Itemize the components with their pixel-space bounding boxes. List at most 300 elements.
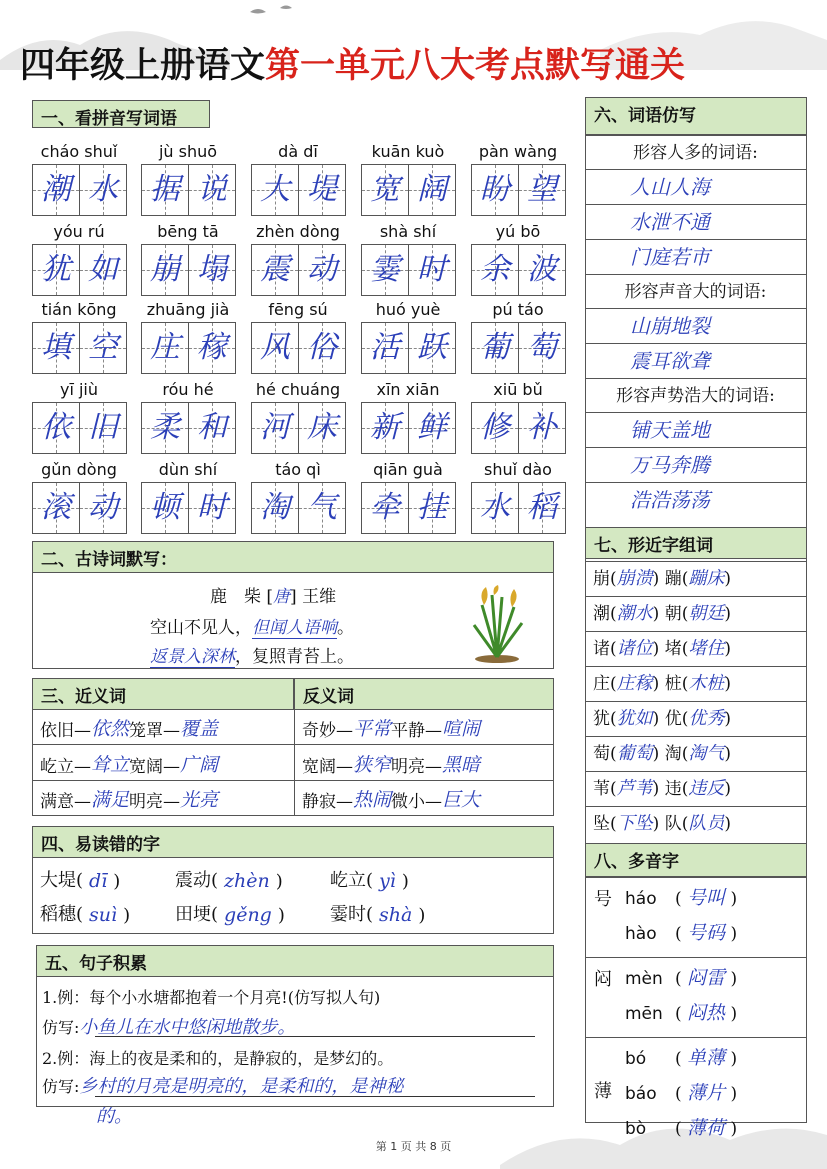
given-word: 依旧— — [40, 721, 91, 741]
word-box — [361, 322, 456, 374]
char-cell — [519, 483, 565, 533]
reading-pinyin: mēn — [625, 1004, 663, 1024]
char-cell — [519, 165, 565, 215]
polyphone-char: 号 — [594, 889, 612, 910]
base-char: 诸 — [593, 639, 610, 659]
misread-item — [330, 866, 409, 892]
given-word: 明亮— — [129, 792, 181, 812]
base-char: 潮 — [593, 604, 610, 624]
example-1-text: 每个小水塘都抱着一个月亮!(仿写拟人句) — [89, 988, 381, 1007]
reading-pinyin: bó — [625, 1049, 647, 1069]
pinyin-label: bēng tā — [157, 222, 219, 241]
char-cell — [142, 245, 189, 295]
char-cell — [472, 323, 519, 373]
answer-word: 崩溃 — [616, 568, 653, 589]
answer-char: 滚 — [41, 490, 71, 525]
poem-title: 鹿 柴 — [210, 587, 261, 607]
misread-item — [330, 900, 425, 926]
answer-word: 朝廷 — [688, 603, 725, 624]
pinyin-label: dùn shí — [158, 460, 218, 479]
misread-item — [175, 900, 285, 926]
base-char: 桩 — [664, 674, 682, 694]
poem-line-1-end: 。 — [337, 618, 354, 638]
given-word: 微小— — [391, 792, 443, 812]
char-cell — [252, 403, 299, 453]
answer-word: 葡萄 — [616, 743, 653, 764]
given-word: 静寂— — [302, 792, 353, 812]
answer-char: 塌 — [197, 252, 227, 287]
word-box — [251, 322, 346, 374]
polyphone-reading: bó ( 单薄 ) — [625, 1047, 738, 1069]
word-box — [141, 244, 236, 296]
poem-author: 王维 — [302, 587, 337, 607]
base-char: 队 — [664, 814, 682, 834]
base-char: 蹦 — [664, 569, 682, 589]
word-box — [361, 164, 456, 216]
pinyin-answer: zhèn — [224, 870, 270, 892]
misread-item — [40, 866, 120, 892]
imitation-2-label: 仿写: — [42, 1077, 80, 1096]
example-2-label: 2.例： — [42, 1049, 90, 1068]
answer-char: 俗 — [307, 330, 337, 365]
char-cell — [519, 245, 565, 295]
imitation-word: 人山人海 — [585, 169, 806, 204]
word-box — [471, 164, 566, 216]
base-char: 苇 — [593, 779, 610, 799]
char-cell — [33, 323, 80, 373]
word-category-label: 形容人多的词语: — [585, 135, 806, 169]
char-cell — [80, 323, 126, 373]
answer-char: 空 — [88, 330, 118, 365]
char-cell — [409, 245, 455, 295]
close-paren: ) — [113, 871, 121, 892]
answer-char: 说 — [197, 172, 227, 207]
word-box — [251, 244, 346, 296]
reading-pinyin: báo — [625, 1084, 657, 1104]
answer-char: 稼 — [197, 330, 227, 365]
answer-char: 挂 — [417, 490, 447, 525]
answer-word: 喧闹 — [442, 718, 481, 740]
pinyin-label: zhuāng jià — [146, 300, 230, 319]
pinyin-label: pú táo — [492, 300, 544, 319]
section3-heading-antonyms: 反义词 — [294, 678, 554, 710]
pinyin-answer: gěng — [224, 904, 272, 926]
pinyin-label: xiū bǔ — [493, 380, 543, 399]
pinyin-label: fēng sú — [268, 300, 328, 319]
word-box — [361, 244, 456, 296]
pinyin-label: tián kōng — [41, 300, 117, 319]
pinyin-label: shà shí — [379, 222, 437, 241]
word-box — [141, 164, 236, 216]
imitation-2-answer: 乡村的月亮是明亮的，是柔和的，是神秘 — [79, 1076, 404, 1097]
similar-char-row: 苇(芦苇) 违(违反) — [585, 771, 806, 806]
close-paren: ) — [275, 871, 283, 892]
answer-word: 巨大 — [442, 789, 481, 811]
section8-heading: 八、多音字 — [585, 843, 807, 877]
answer-char: 和 — [197, 410, 227, 445]
char-cell — [299, 403, 345, 453]
imitation-1-label: 仿写: — [42, 1018, 80, 1037]
word-category-label: 形容声势浩大的词语: — [585, 378, 806, 412]
antonym-row — [302, 714, 480, 741]
answer-word: 优秀 — [688, 708, 725, 729]
answer-word: 狭窄 — [353, 754, 392, 776]
answer-char: 宽 — [370, 172, 400, 207]
dynasty-close-bracket: ] — [290, 587, 297, 607]
pinyin-label: jù shuō — [158, 142, 218, 161]
pinyin-label: shuǐ dào — [484, 460, 552, 479]
char-cell — [519, 323, 565, 373]
misread-word: 屹立( — [330, 870, 374, 891]
imitation-word: 浩浩荡荡 — [585, 482, 806, 517]
given-word: 平静— — [391, 721, 443, 741]
word-box — [471, 482, 566, 534]
char-cell — [472, 483, 519, 533]
section6-heading: 六、词语仿写 — [585, 97, 807, 135]
char-cell — [142, 165, 189, 215]
char-cell — [142, 323, 189, 373]
pinyin-answer: suì — [89, 904, 118, 926]
answer-word: 诸位 — [616, 638, 653, 659]
example-2 — [42, 1046, 393, 1069]
synonym-row — [40, 785, 218, 812]
char-cell — [519, 403, 565, 453]
close-paren: ) — [401, 871, 409, 892]
char-cell — [362, 245, 409, 295]
char-cell — [299, 245, 345, 295]
word-box — [32, 322, 127, 374]
synonym-row — [40, 750, 218, 777]
pinyin-label: yóu rú — [53, 222, 105, 241]
answer-char: 气 — [307, 490, 337, 525]
answer-word: 堵住 — [688, 638, 725, 659]
answer-char: 霎 — [370, 252, 400, 287]
word-category-label: 形容声音大的词语: — [585, 274, 806, 308]
pinyin-label: gǔn dòng — [41, 460, 117, 479]
answer-char: 崩 — [150, 252, 180, 287]
answer-char: 鲜 — [417, 410, 447, 445]
answer-char: 犹 — [41, 252, 71, 287]
imitation-word: 门庭若市 — [585, 239, 806, 274]
pinyin-label: kuān kuò — [371, 142, 445, 161]
char-cell — [80, 483, 126, 533]
example-2-text: 海上的夜是柔和的，是静寂的，是梦幻的。 — [89, 1049, 394, 1068]
answer-char: 葡 — [480, 330, 510, 365]
answer-word: 下坠 — [616, 813, 653, 834]
char-cell — [472, 403, 519, 453]
pinyin-label: róu hé — [162, 380, 214, 399]
pinyin-label: huó yuè — [375, 300, 441, 319]
given-word: 明亮— — [391, 757, 443, 777]
reading-word: 薄片 — [687, 1082, 726, 1104]
section1-heading: 一、看拼音写词语 — [32, 100, 210, 128]
char-cell — [142, 403, 189, 453]
answer-char: 动 — [88, 490, 118, 525]
answer-char: 时 — [197, 490, 227, 525]
given-word: 宽阔— — [302, 757, 353, 777]
answer-char: 水 — [480, 490, 510, 525]
title-part-grade: 四年级上册语文 — [20, 46, 266, 82]
misread-item — [175, 866, 283, 892]
answer-char: 修 — [480, 410, 510, 445]
base-char: 优 — [664, 709, 682, 729]
answer-word: 广阔 — [180, 754, 219, 776]
polyphone-reading: háo ( 号叫 ) — [625, 887, 738, 909]
char-cell — [80, 165, 126, 215]
reading-word: 号码 — [687, 922, 726, 944]
reading-pinyin: háo — [625, 889, 657, 909]
answer-word: 黑暗 — [442, 754, 481, 776]
answer-char: 波 — [527, 252, 557, 287]
imitation-word: 铺天盖地 — [585, 412, 806, 447]
answer-word: 犹如 — [616, 708, 653, 729]
base-char: 朝 — [664, 604, 682, 624]
word-box — [251, 482, 346, 534]
example-1-label: 1.例： — [42, 988, 90, 1007]
given-word: 屹立— — [40, 757, 91, 777]
char-cell — [33, 403, 80, 453]
close-paren: ) — [123, 905, 131, 926]
given-word: 满意— — [40, 792, 91, 812]
imitation-word: 万马奔腾 — [585, 447, 806, 482]
answer-word: 木桩 — [688, 673, 725, 694]
char-cell — [189, 323, 235, 373]
base-char: 违 — [664, 779, 682, 799]
pinyin-label: táo qì — [275, 460, 321, 479]
polyphone-reading: mèn ( 闷雷 ) — [625, 967, 738, 989]
word-box — [471, 402, 566, 454]
char-cell — [80, 403, 126, 453]
answer-word: 光亮 — [180, 789, 219, 811]
word-box — [251, 402, 346, 454]
answer-char: 风 — [260, 330, 290, 365]
answer-char: 活 — [370, 330, 400, 365]
given-word: 笼罩— — [129, 721, 181, 741]
answer-word: 潮水 — [616, 603, 653, 624]
answer-char: 牵 — [370, 490, 400, 525]
word-box — [141, 482, 236, 534]
answer-word: 队员 — [688, 813, 725, 834]
answer-char: 盼 — [480, 172, 510, 207]
page-title — [20, 38, 810, 82]
similar-char-row: 潮(潮水) 朝(朝廷) — [585, 596, 806, 631]
pinyin-label: dà dī — [278, 142, 318, 161]
section2-heading: 二、古诗词默写： — [32, 541, 554, 573]
imitation-word: 震耳欲聋 — [585, 343, 806, 378]
answer-word: 芦苇 — [616, 778, 653, 799]
char-cell — [362, 483, 409, 533]
char-cell — [252, 483, 299, 533]
char-cell — [252, 245, 299, 295]
char-cell — [189, 245, 235, 295]
pinyin-answer: dī — [89, 870, 108, 892]
similar-char-row: 犹(犹如) 优(优秀) — [585, 701, 806, 736]
misread-word: 稻穗( — [40, 904, 84, 925]
word-box — [32, 482, 127, 534]
answer-word: 庄稼 — [616, 673, 653, 694]
base-char: 崩 — [593, 569, 610, 589]
base-char: 庄 — [593, 674, 610, 694]
answer-char: 依 — [41, 410, 71, 445]
answer-word: 蹦床 — [688, 568, 725, 589]
pinyin-label: qiān guà — [373, 460, 443, 479]
pinyin-answer: shà — [379, 904, 413, 926]
pinyin-label: pàn wàng — [478, 142, 558, 161]
char-cell — [299, 323, 345, 373]
char-cell — [189, 483, 235, 533]
poem-line-1-given: 空山不见人， — [150, 618, 252, 638]
char-cell — [472, 245, 519, 295]
char-cell — [252, 323, 299, 373]
answer-char: 顿 — [150, 490, 180, 525]
misread-word: 大堤( — [40, 870, 84, 891]
base-char: 堵 — [664, 639, 682, 659]
word-box — [471, 322, 566, 374]
poem-line-2-given: ，复照青苔上。 — [235, 647, 354, 667]
char-cell — [142, 483, 189, 533]
poem-line-2 — [150, 642, 354, 667]
polyphone-char: 闷 — [594, 969, 612, 990]
char-cell — [80, 245, 126, 295]
poem-line-1 — [150, 613, 354, 638]
imitation-1-answer: 小鱼儿在水中悠闲地散步。 — [79, 1017, 296, 1038]
answer-char: 淘 — [260, 490, 290, 525]
answer-char: 补 — [527, 410, 557, 445]
answer-word: 违反 — [688, 778, 725, 799]
pinyin-label: xīn xiān — [376, 380, 440, 399]
reading-pinyin: bò — [625, 1119, 647, 1139]
base-char: 萄 — [593, 744, 610, 764]
dynasty-answer: 唐 — [273, 587, 291, 607]
pinyin-label: hé chuáng — [255, 380, 341, 399]
answer-char: 潮 — [41, 172, 71, 207]
word-box — [32, 244, 127, 296]
imitation-2 — [42, 1072, 403, 1098]
char-cell — [299, 165, 345, 215]
answer-char: 大 — [260, 172, 290, 207]
reading-word: 闷热 — [687, 1002, 726, 1024]
close-paren: ) — [277, 905, 285, 926]
antonym-row — [302, 750, 480, 777]
answer-word: 依然 — [91, 718, 130, 740]
misread-item — [40, 900, 130, 926]
similar-char-row: 诸(诸位) 堵(堵住) — [585, 631, 806, 666]
similar-char-row: 坠(下坠) 队(队员) — [585, 806, 806, 841]
answer-char: 床 — [307, 410, 337, 445]
poem-title-line — [210, 582, 336, 607]
reading-word: 薄荷 — [687, 1117, 726, 1139]
imitation-word: 山崩地裂 — [585, 308, 806, 343]
polyphone-reading: hào ( 号码 ) — [625, 922, 738, 944]
section4-heading: 四、易读错的字 — [32, 826, 554, 858]
word-box — [361, 482, 456, 534]
char-cell — [252, 165, 299, 215]
answer-char: 望 — [527, 172, 557, 207]
word-box — [141, 322, 236, 374]
answer-word: 覆盖 — [180, 718, 219, 740]
section7-heading: 七、形近字组词 — [585, 527, 807, 559]
char-cell — [409, 165, 455, 215]
answer-word: 淘气 — [688, 743, 725, 764]
misread-word: 田埂( — [175, 904, 219, 925]
reading-word: 单薄 — [687, 1047, 726, 1069]
char-cell — [299, 483, 345, 533]
example-1 — [42, 985, 380, 1008]
answer-char: 水 — [88, 172, 118, 207]
given-word: 宽阔— — [129, 757, 181, 777]
antonym-row — [302, 785, 480, 812]
rice-plant-illustration — [462, 585, 532, 663]
pinyin-label: yú bō — [495, 222, 541, 241]
answer-char: 填 — [41, 330, 71, 365]
char-cell — [362, 165, 409, 215]
answer-char: 旧 — [88, 410, 118, 445]
polyphone-reading: mēn ( 闷热 ) — [625, 1002, 738, 1024]
reading-word: 闷雷 — [687, 967, 726, 989]
answer-char: 庄 — [150, 330, 180, 365]
char-cell — [362, 403, 409, 453]
base-char: 犹 — [593, 709, 610, 729]
answer-char: 跃 — [417, 330, 447, 365]
char-cell — [472, 165, 519, 215]
similar-char-row: 崩(崩溃) 蹦(蹦床) — [585, 561, 806, 596]
imitation-word: 水泄不通 — [585, 204, 806, 239]
pinyin-answer: yì — [379, 870, 396, 892]
answer-word: 热闹 — [353, 789, 392, 811]
char-cell — [409, 483, 455, 533]
dynasty-open-bracket: [ — [266, 587, 274, 607]
title-part-topic: 第一单元八大考点默写通关 — [265, 46, 686, 82]
char-cell — [33, 245, 80, 295]
misread-word: 霎时( — [330, 904, 374, 925]
reading-word: 号叫 — [687, 887, 726, 909]
section3-heading-synonyms: 三、近义词 — [32, 678, 294, 710]
answer-char: 如 — [88, 252, 118, 287]
char-cell — [33, 165, 80, 215]
answer-word: 平常 — [353, 718, 392, 740]
similar-char-row: 萄(葡萄) 淘(淘气) — [585, 736, 806, 771]
poem-line-1-answer: 但闻人语响 — [252, 618, 337, 638]
reading-pinyin: hào — [625, 924, 657, 944]
section5-heading: 五、句子积累 — [36, 945, 554, 977]
poem-line-2-answer: 返景入深林 — [150, 647, 235, 667]
answer-char: 阔 — [417, 172, 447, 207]
close-paren: ) — [418, 905, 426, 926]
page-footer: 第 1 页 共 8 页 — [375, 1140, 452, 1153]
answer-char: 堤 — [307, 172, 337, 207]
base-char: 坠 — [593, 814, 610, 834]
given-word: 奇妙— — [302, 721, 353, 741]
imitation-2-answer-cont: 的。 — [96, 1106, 132, 1127]
synonym-row — [40, 714, 218, 741]
pinyin-label: yī jiù — [59, 380, 99, 399]
base-char: 淘 — [664, 744, 682, 764]
answer-char: 新 — [370, 410, 400, 445]
polyphone-reading: bò ( 薄荷 ) — [625, 1117, 738, 1139]
misread-word: 震动( — [175, 870, 219, 891]
reading-pinyin: mèn — [625, 969, 663, 989]
answer-char: 动 — [307, 252, 337, 287]
char-cell — [33, 483, 80, 533]
word-box — [251, 164, 346, 216]
polyphone-reading: báo ( 薄片 ) — [625, 1082, 738, 1104]
word-box — [32, 402, 127, 454]
polyphone-char: 薄 — [594, 1081, 612, 1102]
word-box — [32, 164, 127, 216]
char-cell — [362, 323, 409, 373]
pinyin-label: cháo shuǐ — [40, 142, 118, 161]
answer-char: 余 — [480, 252, 510, 287]
